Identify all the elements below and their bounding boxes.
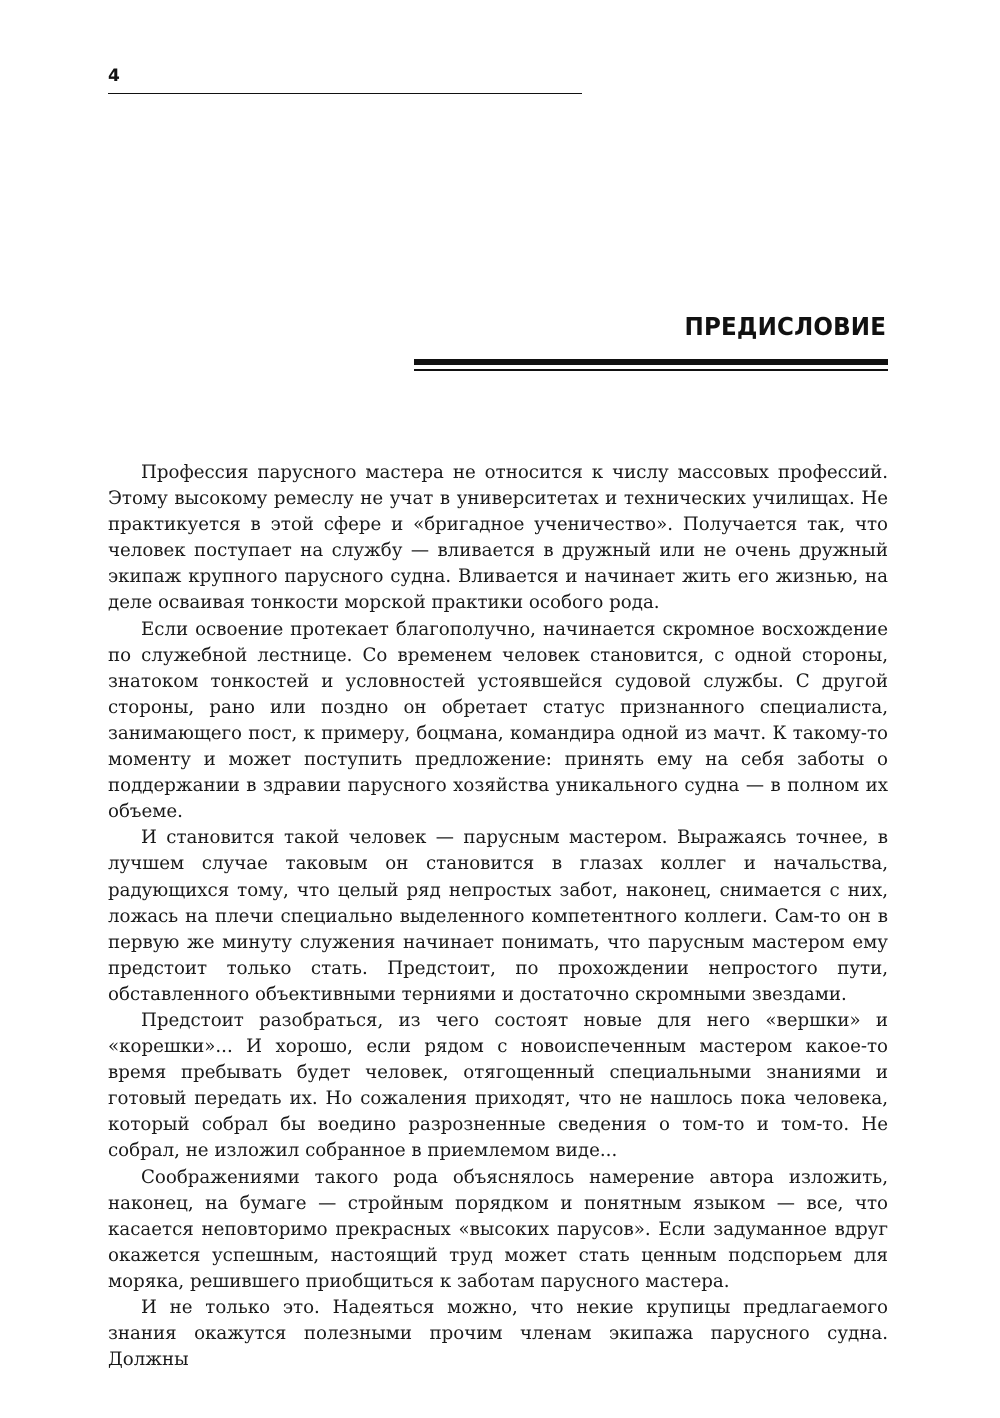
title-rule-thin	[414, 369, 888, 371]
paragraph: Профессия парусного мастера не относится к числу массовых профессий. Этому высокому ремеслу не учат в университетах и технических училищах. Не практикуется в этой сфере и «бригадное ученичество». Получается так, что человек поступает на службу — вливается в дружный или не очень дружный экипаж крупного парусного судна. Вливается и начинает жить его жизнью, на деле осваивая тонкости морской практики особого рода.	[108, 462, 888, 614]
page-number: 4	[108, 66, 120, 86]
body-text	[108, 460, 888, 1373]
paragraph: Предстоит разобраться, из чего состоят новые для него «вершки» и «корешки»... И хорошо, если рядом с новоиспеченным мастером какое-то время пребывать будет человек, отягощенный специальными знаниями и готовый передать их. Но сожаления приходят, что не нашлось пока человека, который собрал бы воедино разрозненные сведения о том-то и том-то. Не собрал, не изложил собранное в приемлемом виде...	[108, 1009, 888, 1162]
paragraph: И не только это. Надеяться можно, что некие крупицы предлагаемого знания окажутся полезными прочим членам экипажа парусного судна. Должны	[108, 1297, 888, 1371]
paragraph: И становится такой человек — парусным мастером. Выражаясь точнее, в лучшем случае таковым он становится в глазах коллег и начальства, радующихся тому, что целый ряд непростых забот, наконец, снимается с них, ложась на плечи специально выделенного компетентного коллеги. Сам-то он в первую же минуту служения начинает понимать, что парусным мастером ему предстоит только стать. Предстоит, по прохождении непростого пути, обставленного объективными терниями и достаточно скромными звездами.	[108, 827, 888, 1005]
paragraph: Если освоение протекает благополучно, начинается скромное восхождение по служебной лестнице. Со временем человек становится, с одной стороны, знатоком тонкостей и условностей устоявшейся судовой службы. С другой стороны, рано или поздно он обретает статус признанного специалиста, занимающего пост, к примеру, боцмана, командира одной из мачт. К такому-то моменту и может поступить предложение: принять ему на себя заботы о поддержании в здравии парусного хозяйства уникального судна — в полном их объеме.	[108, 618, 888, 823]
chapter-title: ПРЕДИСЛОВИЕ	[684, 312, 886, 341]
title-rule-thick	[414, 359, 888, 365]
paragraph: Соображениями такого рода объяснялось намерение автора изложить, наконец, на бумаге — стройным порядком и понятным языком — все, что касается неповторимо прекрасных «высоких парусов». Если задуманное вдруг окажется успешным, настоящий труд может стать ценным подспорьем для моряка, решившего приобщиться к заботам парусного мастера.	[108, 1166, 888, 1292]
header-rule	[108, 93, 582, 94]
title-rule	[414, 359, 888, 371]
